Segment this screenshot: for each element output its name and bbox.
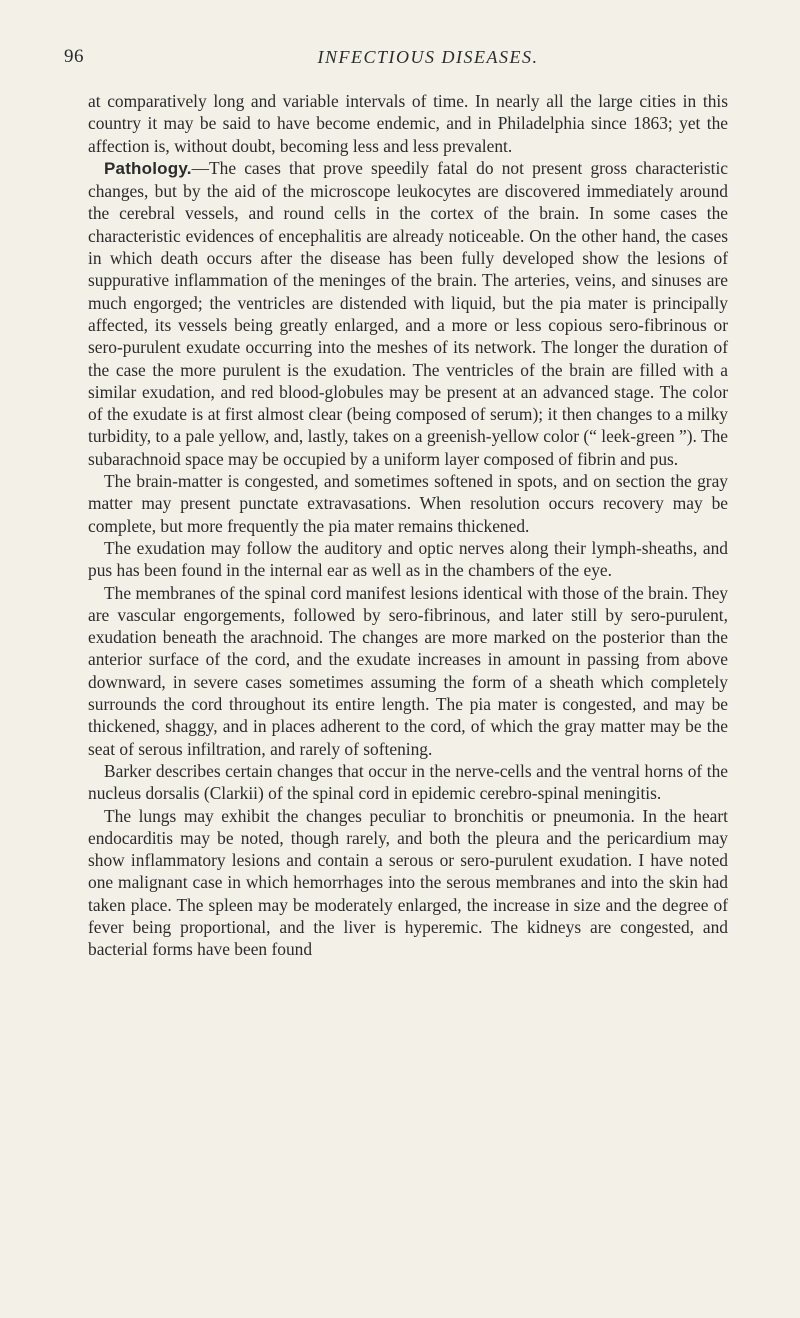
pathology-text: —The cases that prove speedily fatal do not present gross characteristic changes, but by the aid of the microscope leukocytes are discovered immediately around the cerebral vessels, and round cells in the cortex of the brain. In some cases the characteristic evidences of encephalitis are already noticeable. On the other hand, the cases in which death occurs after the disease has been fully developed show the lesions of suppurative inflammation of the meninges of the brain. The arteries, veins, and sinuses are much engorged; the ventricles are distended with liquid, but the pia mater is principally affected, its vessels being greatly enlarged, and a more or less copious sero-fibrinous or sero-purulent exudate occurring into the meshes of its network. The longer the duration of the case the more purulent is the exudation. The ventricles of the brain are filled with a similar exudation, and red blood-globules may be present at an advanced stage. The color of the exudate is at first almost clear (being composed of serum); it then changes to a milky turbidity, to a pale yellow, and, lastly, takes on a greenish-yellow color (“ leek-green ”). The subarachnoid space may be occupied by a uniform layer composed of fibrin and pus. <box>88 157 728 469</box>
running-head: INFECTIOUS DISEASES. <box>317 47 539 67</box>
paragraph-spinal-cord: The membranes of the spinal cord manifest lesions identical with those of the brain. They are vascular engorgements, followed by sero-fibrinous, and later still by sero-purulent, exudation beneath the arachnoid. The changes are more marked on the posterior than the anterior surface of the cord, and the exudate increases in amount in passing from above downward, in severe cases sometimes assuming the form of a sheath which completely surrounds the cord throughout its entire length. The pia mater is congested, and may be thickened, shaggy, and in places adherent to the cord, of which the gray matter may be the seat of serous infiltration, and rarely of softening. <box>88 582 728 759</box>
pathology-heading: Pathology. <box>104 158 192 178</box>
intro-paragraph: at comparatively long and variable intervals of time. In nearly all the large cities in this country it may be said to have become endemic, and in Philadelphia since 1863; yet the affection is, without doubt, becoming less and less prevalent. <box>88 91 728 156</box>
book-page <box>64 46 728 961</box>
paragraph-exudation-nerves: The exudation may follow the auditory and optic nerves along their lymph-sheaths, and pus has been found in the internal ear as well as in the chambers of the eye. <box>88 537 728 581</box>
paragraph-lungs: The lungs may exhibit the changes peculiar to bronchitis or pneumonia. In the heart endocarditis may be noted, though rarely, and both the pleura and the pericardium may show inflammatory lesions and contain a serous or sero-purulent exudation. I have noted one malignant case in which hemorrhages into the serous membranes and into the skin had taken place. The spleen may be moderately enlarged, the increase in size and the degree of fever being proportional, and the liver is hyperemic. The kidneys are congested, and bacterial forms have been found <box>88 805 728 960</box>
page-number: 96 <box>64 46 84 67</box>
page-header <box>64 46 728 70</box>
body-text <box>88 90 728 961</box>
paragraph-barker: Barker describes certain changes that occur in the nerve-cells and the ventral horns of the nucleus dorsalis (Clarkii) of the spinal cord in epidemic cerebro-spinal meningitis. <box>88 760 728 804</box>
paragraph-brain-matter: The brain-matter is congested, and sometimes softened in spots, and on section the gray matter may present punctate extravasations. When resolution occurs recovery may be complete, but more frequently the pia mater remains thickened. <box>88 471 728 536</box>
pathology-paragraph <box>88 157 728 470</box>
